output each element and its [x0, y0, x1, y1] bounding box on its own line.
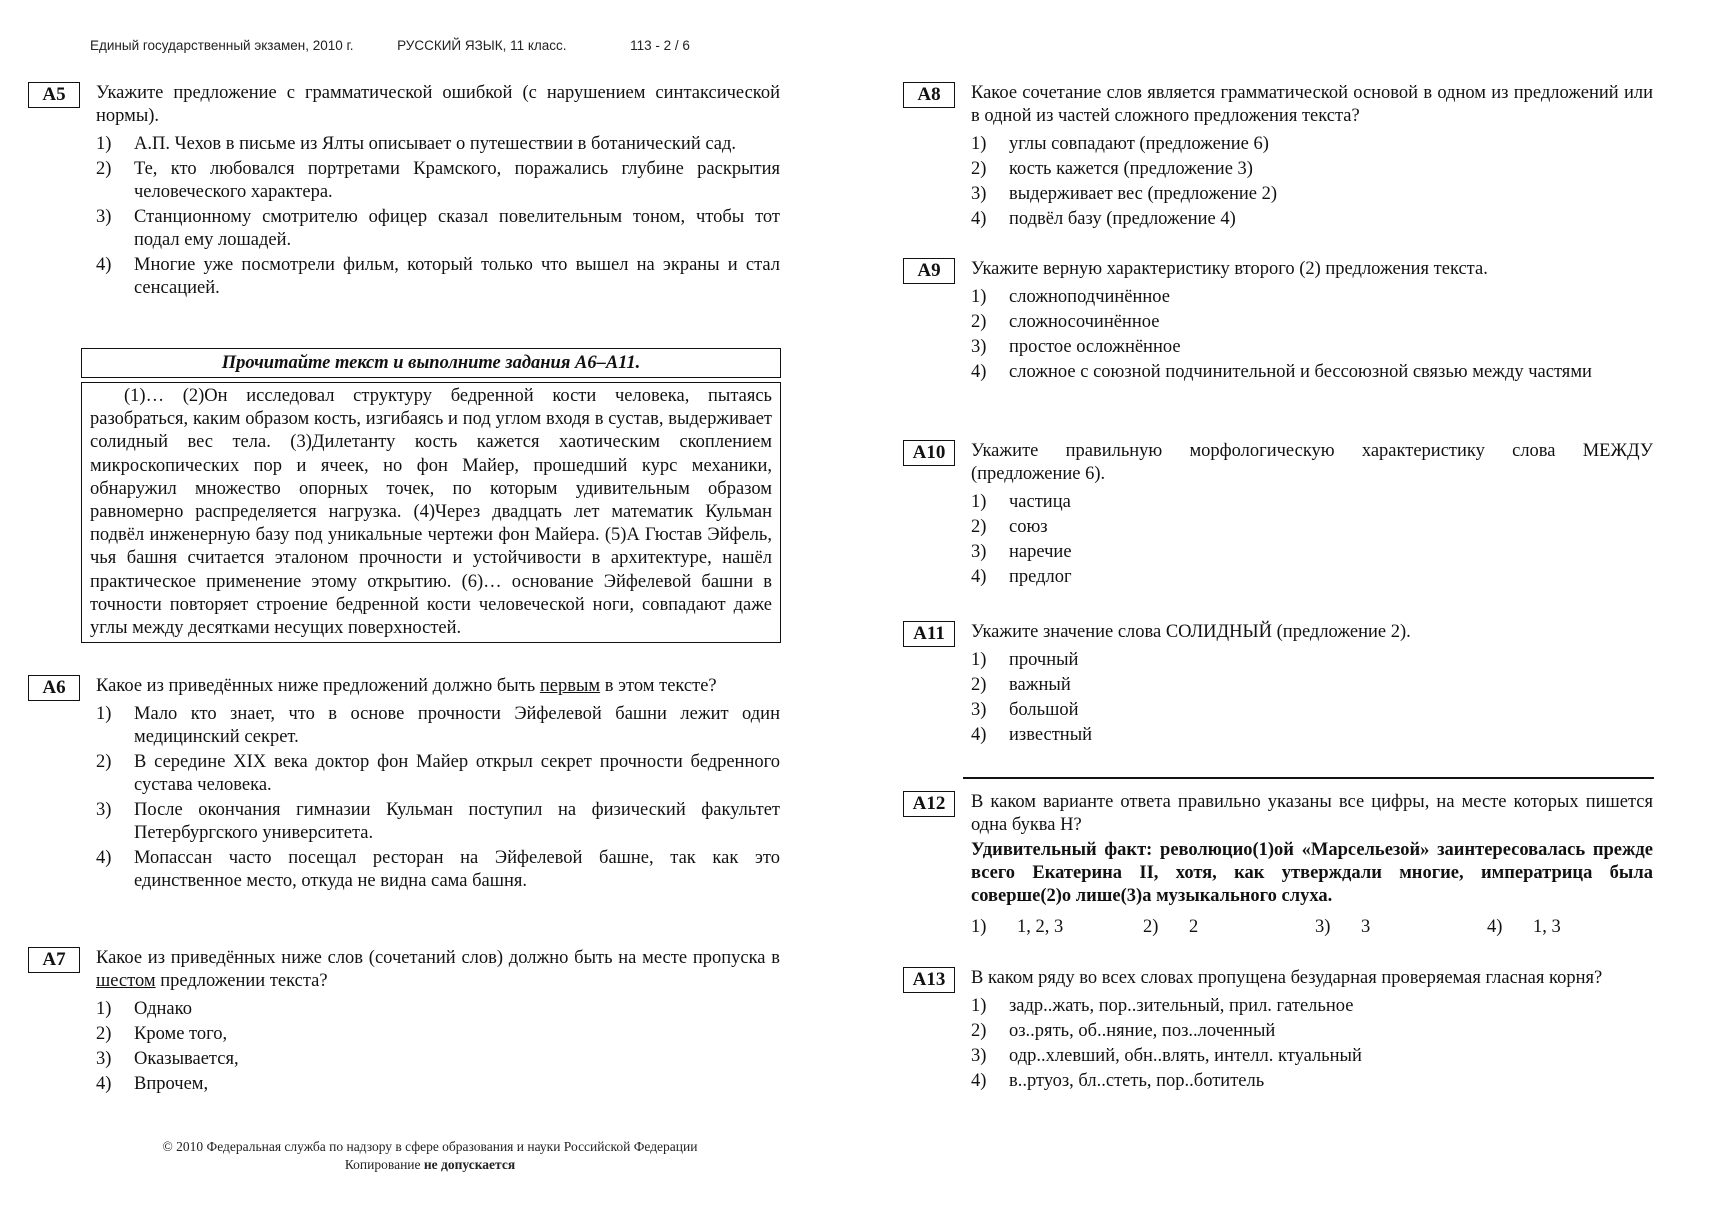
task-a8 [903, 82, 1653, 258]
option[interactable]: 1) Однако [96, 999, 192, 1020]
task-question: Укажите предложение с грамматической ошибкой (с нарушением синтаксической нормы). [96, 83, 780, 126]
task-label: А7 [28, 947, 80, 973]
answer-option[interactable]: 4) 1, 3 [1487, 917, 1561, 937]
task-a6 [28, 675, 780, 937]
task-label: А11 [903, 621, 955, 647]
option[interactable]: 1) А.П. Чехов в письме из Ялты описывает о путешествии в ботанический сад. [96, 134, 737, 154]
answer-option[interactable]: 1) 1, 2, 3 [971, 917, 1064, 937]
option[interactable]: 1) Мало кто знает, что в основе прочности Эйфелевой башни лежит один медицинский секрет. [96, 704, 780, 748]
option[interactable]: 4) подвёл базу (предложение 4) [971, 209, 1236, 229]
task-a11 [903, 621, 1653, 747]
option[interactable]: 4) Мопассан часто посещал ресторан на Эйфелевой башне, так как это единственное место, откуда не видна сама башня. [96, 848, 780, 892]
task-label: А13 [903, 967, 955, 993]
options-list [96, 703, 780, 893]
copy-notice: Копирование не допускается [344, 1157, 516, 1172]
task-a5 [28, 82, 780, 328]
option[interactable]: 3) простое осложнённое [971, 337, 1181, 357]
option[interactable]: 2) В середине XIX века доктор фон Майер открыл секрет прочности бедренного сустава человека. [96, 752, 780, 796]
option[interactable]: 3) Оказывается, [96, 1049, 239, 1070]
option[interactable]: 3) одр..хлевший, обн..влять, интелл. ктуальный [971, 1046, 1362, 1066]
option[interactable]: 2) важный [971, 675, 1071, 695]
task-a13 [903, 967, 1653, 1093]
task-label: А8 [903, 82, 955, 108]
option[interactable]: 1) сложноподчинённое [971, 287, 1170, 307]
page-header [90, 38, 690, 53]
options-list [96, 133, 780, 300]
task-a7 [28, 947, 780, 1096]
subject-title: РУССКИЙ ЯЗЫК, 11 класс. [397, 38, 567, 53]
option[interactable]: 2) Те, кто любовался портретами Крамского, поражались глубине раскрытия человеческого характера. [96, 159, 780, 202]
text-block-title: Прочитайте текст и выполните задания А6–А11. [81, 348, 781, 378]
task-label: А10 [903, 440, 955, 466]
text-block [81, 382, 781, 643]
task-question: Какое сочетание слов является грамматической основой в одном из предложений или в одной из частей сложного предложения текста? [971, 83, 1653, 126]
task-question: Укажите правильную морфологическую характеристику слова МЕЖДУ (предложение 6). [971, 441, 1653, 484]
option[interactable]: 4) Впрочем, [96, 1074, 209, 1095]
page-number: 113 - 2 / 6 [630, 38, 690, 53]
answers-row [971, 916, 1653, 939]
option[interactable]: 3) выдерживает вес (предложение 2) [971, 184, 1277, 204]
task-sentence: Удивительный факт: революцио(1)ой «Марсельезой» заинтересовалась прежде всего Екатерина II, хотя, как утверждали многие, императрица была соверше(2)о лише(3)а музыкального слуха. [971, 840, 1653, 906]
page-footer [100, 1138, 760, 1174]
option[interactable]: 1) задр..жать, пор..зительный, прил. гательное [971, 996, 1354, 1016]
text-block-body: (1)… (2)Он исследовал структуру бедренной кости человека, пытаясь разобраться, каким образом кость, изгибаясь и под углом входя в сустав, выдерживает солидный вес тела. (3)Дилетанту кость кажется хаотическим скоплением микроскопических пор и ячеек, но фон Майер, прошедший курс механики, обнаружил множество опорных точек, по которым удивительным образом равномерно распределяется нагрузка. (4)Через двадцать лет математик Кульман подвёл инженерную базу под уникальные чертежи фон Майера. (5)А Гюстав Эйфель, чья башня считается эталоном прочности и устойчивости в архитектуре, нашёл практическое применение этому открытию. (6)… основание Эйфелевой башни в точности повторяет строение бедренной кости человеческой ноги, совпадают даже углы между десятками несущих поверхностей. [90, 386, 772, 639]
task-label: А5 [28, 82, 80, 108]
task-question: Укажите верную характеристику второго (2) предложения текста. [971, 259, 1488, 279]
task-label: А9 [903, 258, 955, 284]
right-column [903, 82, 1653, 1095]
options-list [96, 998, 780, 1096]
section-divider [963, 777, 1654, 779]
task-question: В каком ряду во всех словах пропущена безударная проверяемая гласная корня? [971, 968, 1603, 988]
option[interactable]: 3) После окончания гимназии Кульман поступил на физический факультет Петербургского университета. [96, 800, 780, 844]
task-question: Укажите значение слова СОЛИДНЫЙ (предложение 2). [971, 622, 1411, 642]
task-a10 [903, 440, 1653, 621]
task-question: Какое из приведённых ниже слов (сочетаний слов) должно быть на месте пропуска в шестом предложении текста? [96, 948, 780, 992]
option[interactable]: 2) оз..рять, об..няние, поз..лоченный [971, 1021, 1276, 1041]
task-question: В каком варианте ответа правильно указаны все цифры, на месте которых пишется одна буква Н? [971, 792, 1653, 835]
option[interactable]: 4) сложное с союзной подчинительной и бессоюзной связью между частями [971, 362, 1592, 382]
options-list [971, 649, 1653, 747]
option[interactable]: 3) большой [971, 700, 1079, 720]
option[interactable]: 1) частица [971, 492, 1071, 512]
option[interactable]: 4) в..ртуоз, бл..стеть, пор..ботитель [971, 1071, 1265, 1091]
options-list [971, 995, 1653, 1093]
option[interactable]: 2) кость кажется (предложение 3) [971, 159, 1253, 179]
copyright-text: © 2010 Федеральная служба по надзору в сфере образования и науки Российской Федерации [162, 1139, 698, 1154]
task-label: А12 [903, 791, 955, 817]
task-a12 [903, 791, 1653, 967]
left-column [28, 82, 780, 1098]
option[interactable]: 2) сложносочинённое [971, 312, 1160, 332]
option[interactable]: 2) союз [971, 517, 1048, 537]
answer-option[interactable]: 2) 2 [1143, 917, 1199, 937]
option[interactable]: 4) Многие уже посмотрели фильм, который только что вышел на экраны и стал сенсацией. [96, 255, 780, 298]
task-a9 [903, 258, 1653, 440]
answer-option[interactable]: 3) 3 [1315, 917, 1371, 937]
option[interactable]: 1) углы совпадают (предложение 6) [971, 134, 1269, 154]
option[interactable]: 1) прочный [971, 650, 1079, 670]
option[interactable]: 3) наречие [971, 542, 1072, 562]
exam-title: Единый государственный экзамен, 2010 г. [90, 38, 354, 53]
option[interactable]: 4) предлог [971, 567, 1072, 587]
task-question: Какое из приведённых ниже предложений должно быть первым в этом тексте? [96, 676, 717, 697]
option[interactable]: 4) известный [971, 725, 1093, 745]
options-list [971, 133, 1653, 231]
option[interactable]: 3) Станционному смотрителю офицер сказал повелительным тоном, чтобы тот подал ему лошадей. [96, 207, 780, 250]
options-list [971, 491, 1653, 589]
option[interactable]: 2) Кроме того, [96, 1024, 228, 1045]
options-list [971, 286, 1653, 384]
task-label: А6 [28, 675, 80, 701]
